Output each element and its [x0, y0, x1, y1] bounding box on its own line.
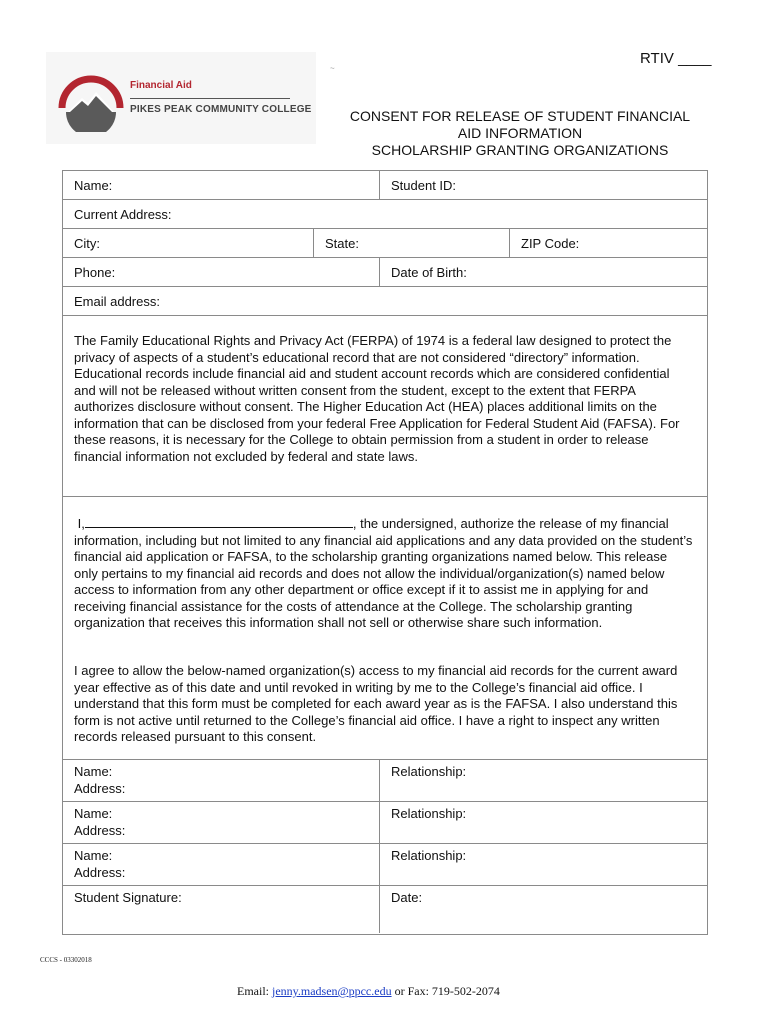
scan-mark: ~ [330, 64, 335, 73]
phone-field[interactable] [63, 258, 379, 286]
email-label: Email address: [74, 294, 160, 309]
zip-label: ZIP Code: [521, 236, 580, 251]
city-label: City: [74, 236, 100, 251]
row-name-id [63, 171, 707, 200]
row-email [63, 287, 707, 316]
student-id-field[interactable] [379, 171, 708, 199]
name-field[interactable] [63, 171, 379, 199]
form-revision-code: CCCS - 03302018 [40, 956, 92, 964]
row-phone-dob [63, 258, 707, 287]
consent-form [62, 170, 708, 935]
dob-field[interactable] [379, 258, 708, 286]
org-2-relationship-label: Relationship: [391, 806, 467, 821]
consent-paragraph [74, 515, 694, 632]
org-2-name-label: Name: [74, 806, 113, 821]
org-3-relationship[interactable] [379, 844, 708, 885]
org-1-relationship-label: Relationship: [391, 764, 467, 779]
date-label: Date: [391, 890, 423, 905]
state-label: State: [325, 236, 359, 251]
signature-row [63, 886, 707, 933]
ferpa-paragraph: The Family Educational Rights and Privacy Act (FERPA) of 1974 is a federal law designed to protect the privacy of aspects of a student’s educational record that are not considered “directory” information. Educational records include financial aid and student account records which are considered confidential and will not be released without written consent from the student, except to the extent that FERPA authorizes disclosure without consent. The Higher Education Act (HEA) places additional limits on the information that can be disclosed from your federal Free Application for Federal Student Aid (FAFSA). For these reasons, it is necessary for the College to obtain permission from a student in order to release financial information not excluded by federal and state laws. [74, 333, 680, 464]
name-label: Name: [74, 178, 113, 193]
logo-divider [130, 98, 290, 99]
logo-department: Financial Aid [130, 80, 192, 91]
consent-prefix: I, [77, 516, 85, 531]
organization-row-3 [63, 844, 707, 886]
current-address-label: Current Address: [74, 207, 172, 222]
org-3-name-label: Name: [74, 848, 113, 863]
title-line-3: SCHOLARSHIP GRANTING ORGANIZATIONS [371, 142, 669, 158]
org-2-name-address[interactable] [63, 802, 379, 843]
organization-row-2 [63, 802, 707, 844]
org-1-name-label: Name: [74, 764, 113, 779]
agreement-paragraph: I agree to allow the below-named organization(s) access to my financial aid records for the current award year effective as of this date and until revoked in writing by me to the College’s financial aid office. I understand that this form must be completed for each award year as is the FAFSA. I also understand this form is not active until returned to the College’s financial aid office. I have a right to inspect any written records released pursuant to this consent. [74, 663, 678, 744]
title-line-2: AID INFORMATION [457, 125, 583, 141]
zip-field[interactable] [509, 229, 708, 257]
email-field[interactable] [63, 287, 707, 315]
date-field[interactable] [379, 886, 708, 933]
ferpa-section [63, 316, 707, 497]
form-title [320, 108, 720, 159]
org-3-address-label: Address: [74, 865, 126, 880]
fax-text: or Fax: 719-502-2074 [394, 984, 500, 998]
college-logo [46, 52, 316, 144]
logo-college-name: PIKES PEAK COMMUNITY COLLEGE [130, 104, 312, 115]
row-city-state-zip [63, 229, 707, 258]
phone-label: Phone: [74, 265, 116, 280]
consent-section [63, 497, 707, 760]
org-2-address-label: Address: [74, 823, 126, 838]
org-1-relationship[interactable] [379, 760, 708, 801]
org-3-relationship-label: Relationship: [391, 848, 467, 863]
org-1-name-address[interactable] [63, 760, 379, 801]
consent-body: , the undersigned, authorize the release of my financial information, including but not limited to any financial aid applications and any data provided on the student’s financial aid application or FAFSA, to the scholarship granting organizations named below. This release only pertains to my financial aid records and does not allow the individual/organization(s) named below access to information from any other department or office except if it to assist me in applying for and receiving financial assistance for the costs of attendance at the College. The scholarship granting organization that receives this information shall not sell or otherwise share such information. [74, 516, 693, 630]
org-1-address-label: Address: [74, 781, 126, 796]
email-link[interactable]: jenny.madsen@ppcc.edu [272, 984, 392, 998]
student-name-blank[interactable] [85, 515, 353, 528]
org-3-name-address[interactable] [63, 844, 379, 885]
row-address [63, 200, 707, 229]
city-field[interactable] [63, 229, 313, 257]
org-2-relationship[interactable] [379, 802, 708, 843]
contact-footer [237, 984, 500, 999]
organization-row-1 [63, 760, 707, 802]
student-signature-label: Student Signature: [74, 890, 182, 905]
form-code: RTIV ____ [640, 50, 712, 67]
email-label-footer: Email: [237, 984, 269, 998]
student-signature-field[interactable] [63, 886, 379, 933]
current-address-field[interactable] [63, 200, 707, 228]
mountain-logo-icon [56, 68, 126, 132]
title-line-1: CONSENT FOR RELEASE OF STUDENT FINANCIAL [349, 108, 691, 124]
dob-label: Date of Birth: [391, 265, 467, 280]
state-field[interactable] [313, 229, 510, 257]
student-id-label: Student ID: [391, 178, 457, 193]
